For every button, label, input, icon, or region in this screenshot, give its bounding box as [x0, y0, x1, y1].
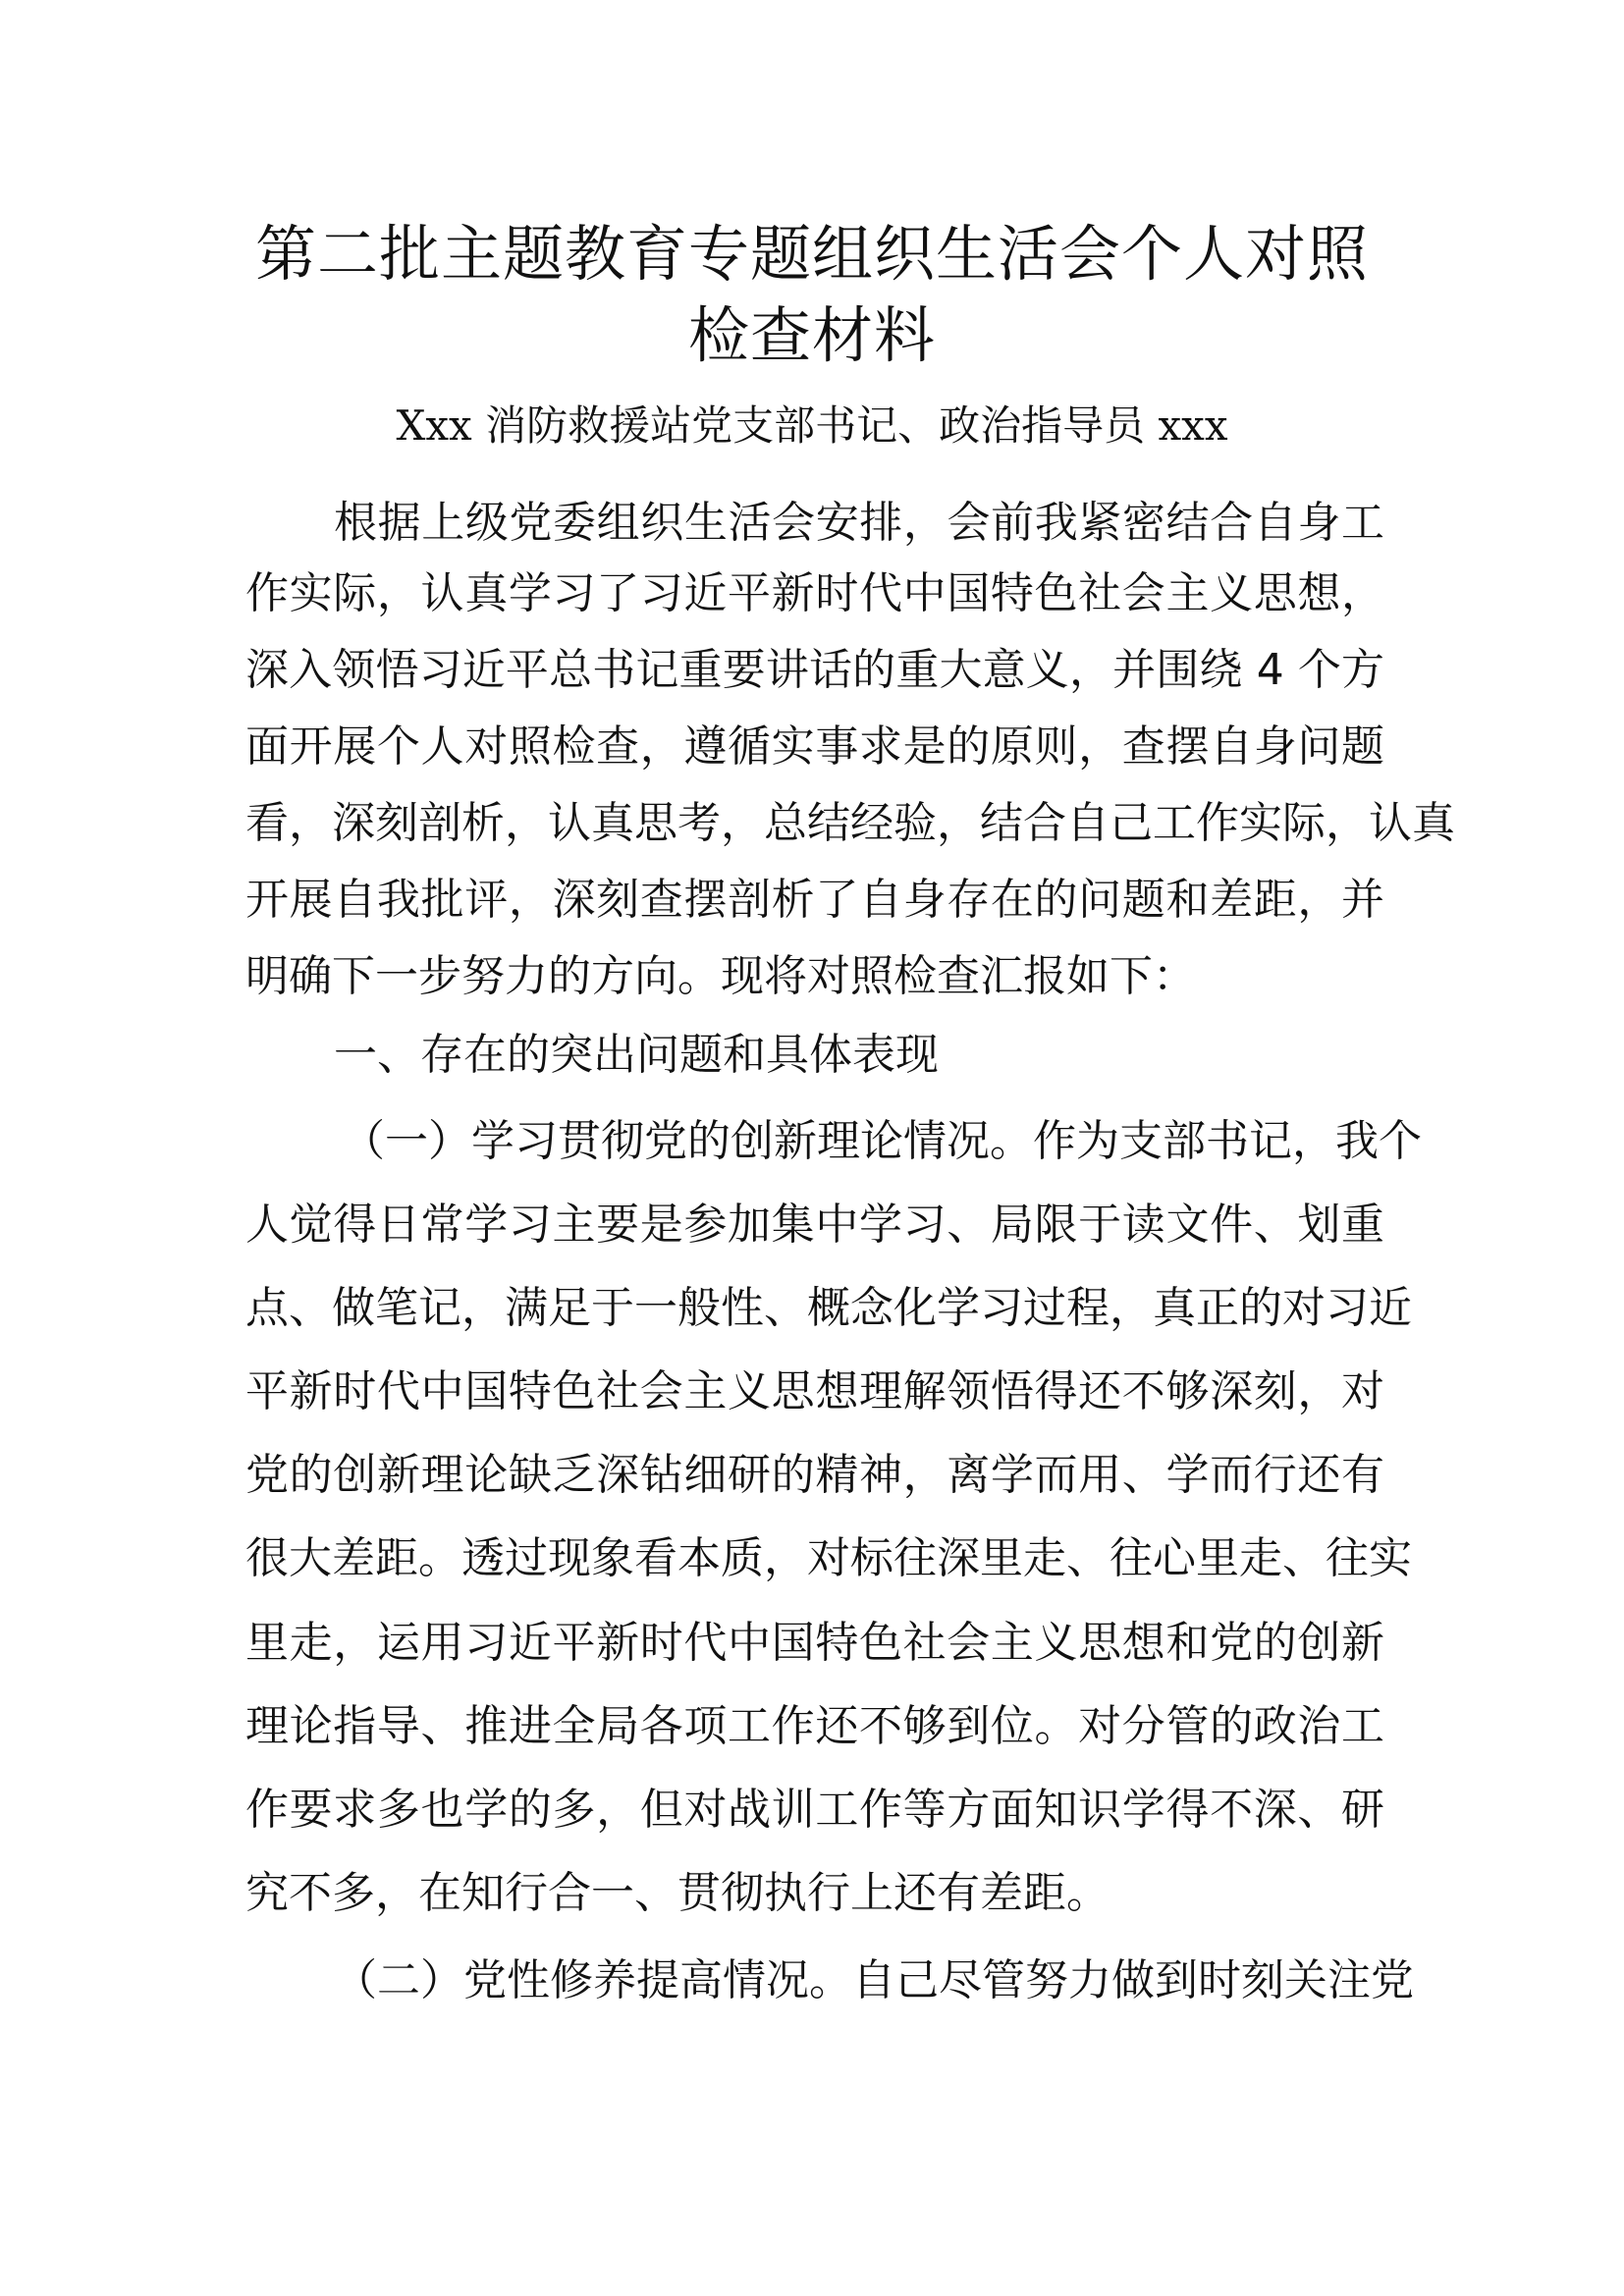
- document-title-line-2: 检查材料: [687, 299, 936, 371]
- section-1-heading: 一、存在的突出问题和具体表现: [334, 1030, 939, 1080]
- subsection-1-line: 人觉得日常学习主要是参加集中学习、局限于读文件、划重: [245, 1200, 1384, 1250]
- subsection-2-line: （二）党性修养提高情况。自己尽管努力做到时刻关注党: [334, 1955, 1414, 2005]
- subsection-1-line: 里走，运用习近平新时代中国特色社会主义思想和党的创新: [245, 1618, 1384, 1668]
- paragraph-1-line: 开展自我批评，深刻查摆剖析了自身存在的问题和差距，并: [245, 875, 1384, 925]
- paragraph-1-line: 明确下一步努力的方向。现将对照检查汇报如下：: [245, 951, 1196, 1001]
- paragraph-1-line: 深入领悟习近平总书记重要讲话的重大意义，并围绕 4 个方: [245, 645, 1384, 695]
- paragraph-1-line: 面开展个人对照检查，遵循实事求是的原则，查摆自身问题: [245, 721, 1384, 772]
- subsection-1-line: 点、做笔记，满足于一般性、概念化学习过程，真正的对习近: [245, 1283, 1412, 1333]
- paragraph-1-line: 根据上级党委组织生活会安排，会前我紧密结合自身工: [334, 498, 1384, 548]
- paragraph-1-line: 作实际，认真学习了习近平新时代中国特色社会主义思想，: [245, 568, 1384, 618]
- subsection-1-line: 平新时代中国特色社会主义思想理解领悟得还不够深刻，对: [245, 1366, 1384, 1416]
- paragraph-1-line: 看，深刻剖析，认真思考，总结经验，结合自己工作实际，认真: [245, 798, 1455, 848]
- subsection-1-line: 理论指导、推进全局各项工作还不够到位。对分管的政治工: [245, 1701, 1384, 1751]
- subsection-1-line: （一）学习贯彻党的创新理论情况。作为支部书记，我个: [342, 1116, 1422, 1166]
- subsection-1-line: 党的创新理论缺乏深钻细研的精神，离学而用、学而行还有: [245, 1450, 1384, 1500]
- subsection-1-line: 究不多，在知行合一、贯彻执行上还有差距。: [245, 1868, 1110, 1918]
- subsection-1-line: 作要求多也学的多，但对战训工作等方面知识学得不深、研: [245, 1785, 1384, 1835]
- document-title-line-1: 第二批主题教育专题组织生活会个人对照: [254, 218, 1369, 290]
- subsection-1-line: 很大差距。透过现象看本质，对标往深里走、往心里走、往实: [245, 1533, 1412, 1583]
- author-line: Xxx 消防救援站党支部书记、政治指导员 xxx: [396, 401, 1228, 450]
